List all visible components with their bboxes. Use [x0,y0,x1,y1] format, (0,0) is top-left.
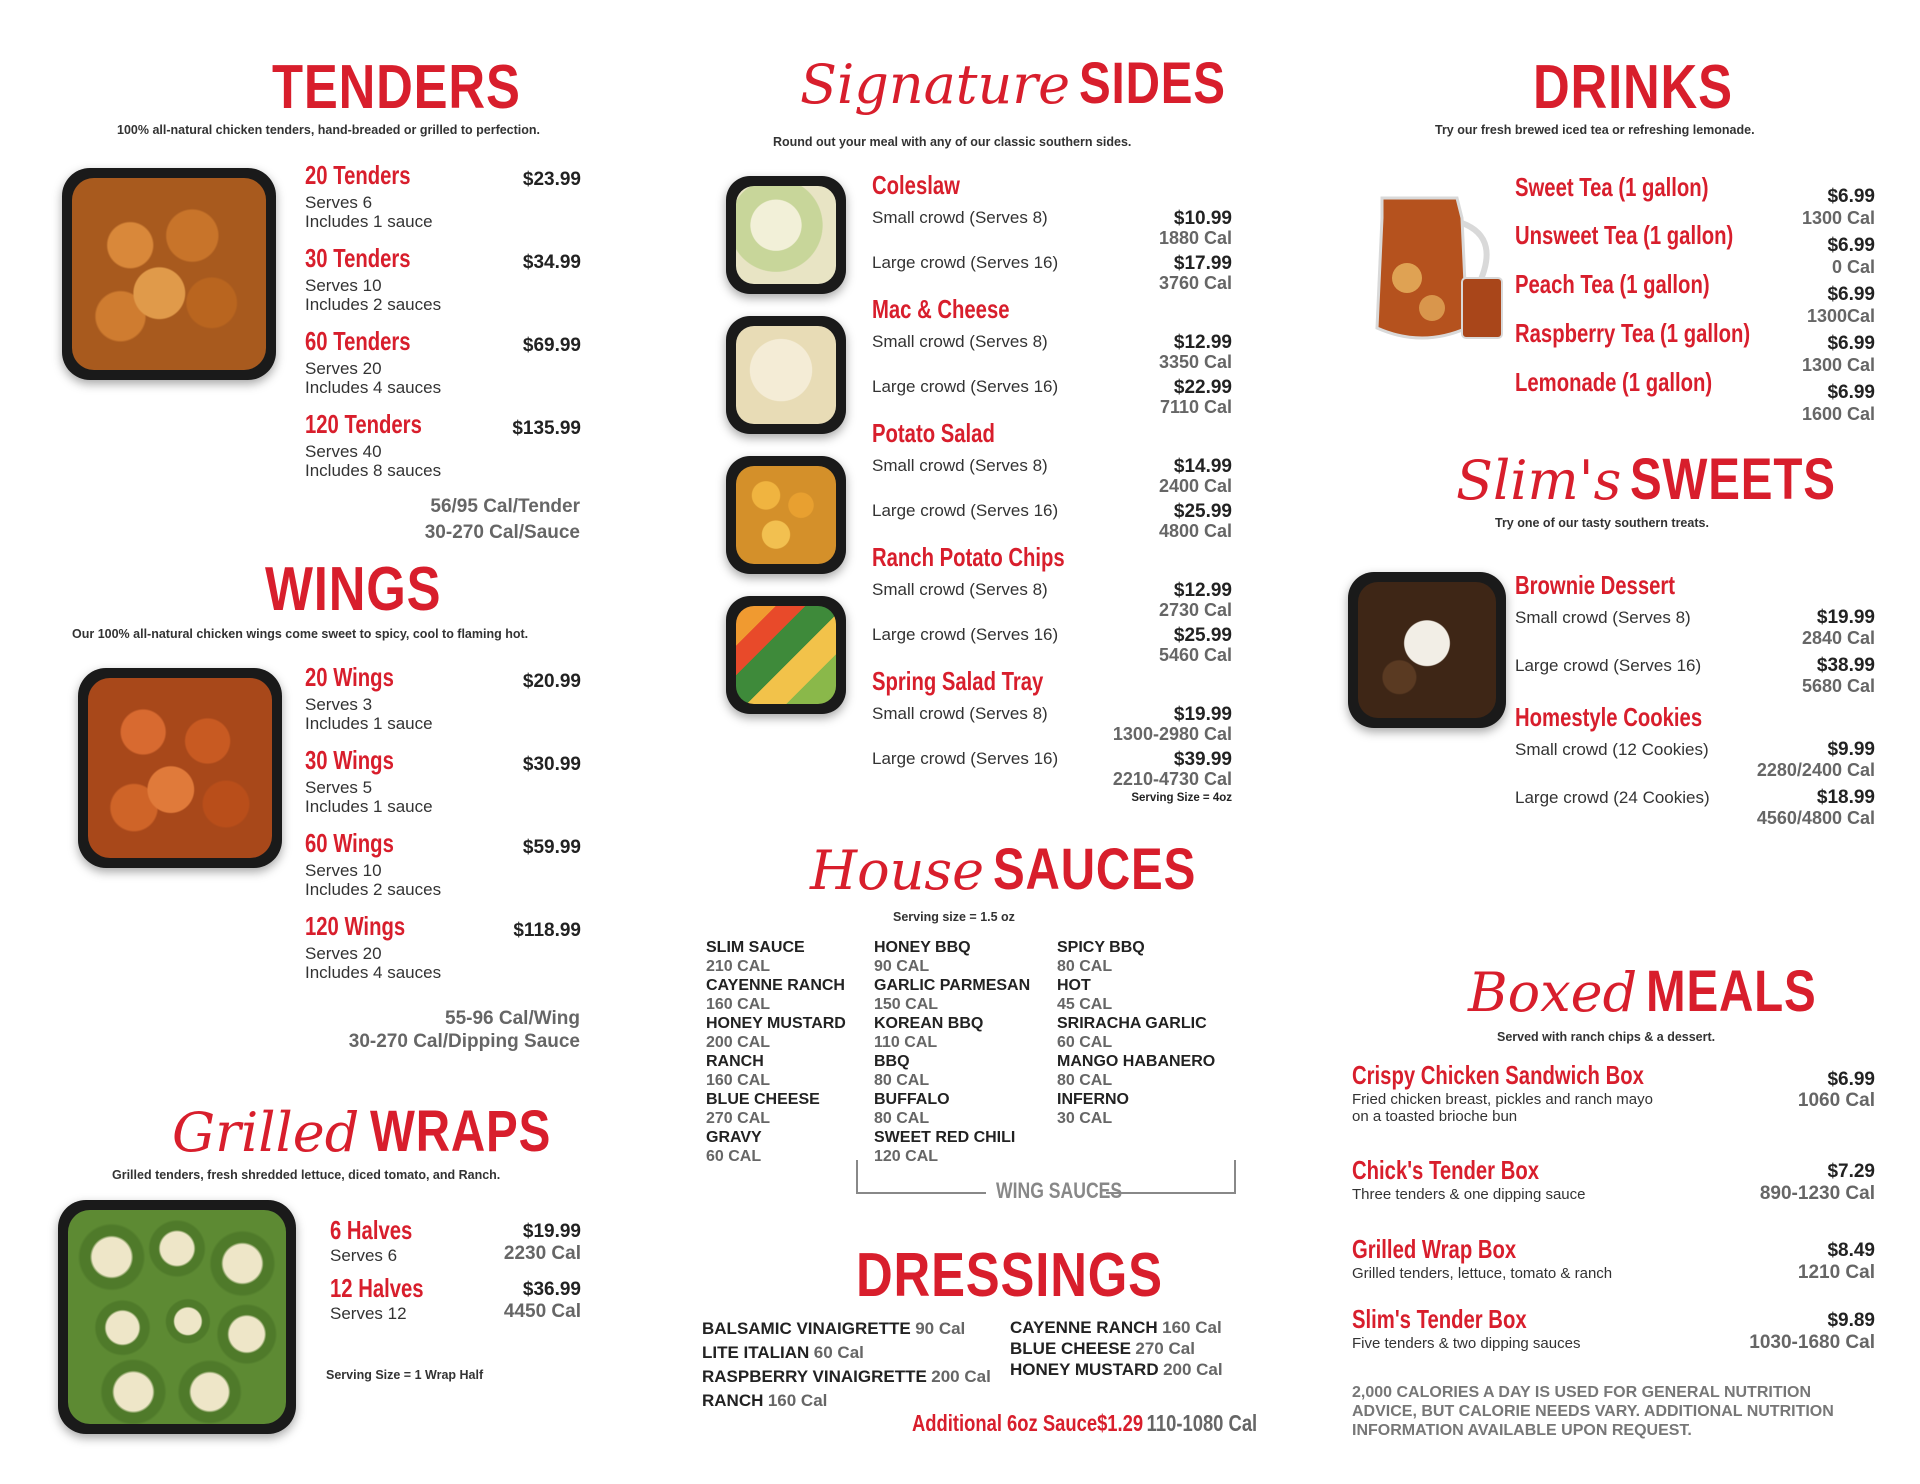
sauce-name: SLIM SAUCE [706,939,805,956]
sweet-item-small: Small crowd (12 Cookies) [1515,740,1709,759]
sweet-item-small-price: $9.99 [1827,739,1875,760]
sauce-name: CAYENNE RANCH [706,977,845,994]
sauce-cal: 160 CAL [706,1072,771,1089]
side-item-small-price: $14.99 [1173,456,1232,477]
wing-item-name: 30 Wings [305,745,394,775]
side-item-name: Ranch Potato Chips [872,542,1065,572]
boxed-item-desc: on a toasted brioche bun [1352,1108,1518,1125]
wrap-item-serves: Serves 12 [330,1304,407,1323]
side-item-small-cal: 1300-2980 Cal [1112,724,1232,744]
sauce-name: BBQ [874,1053,910,1070]
sauce-name: SWEET RED CHILI [874,1129,1016,1146]
wing-item-sauce: Includes 1 sauce [305,797,433,816]
wing-item-serves: Serves 3 [305,695,373,714]
side-item-small-cal: 2400 Cal [1158,476,1232,496]
wing-item-name: 60 Wings [305,828,394,858]
drink-item-name: Peach Tea (1 gallon) [1515,269,1710,299]
side-item-name: Coleslaw [872,170,960,200]
sauces-column-1 [706,938,846,1166]
tender-item-serves: Serves 20 [305,359,382,378]
boxed-title [1468,958,1854,1025]
side-item-large-price: $17.99 [1173,253,1232,274]
wrap-item-name: 6 Halves [330,1215,413,1245]
boxed-item-cal: 890-1230 Cal [1759,1183,1875,1204]
side-item-small-price: $10.99 [1173,208,1232,229]
side-item-name: Potato Salad [872,418,995,448]
sides-title-script: Signature [800,53,1071,116]
side-item-large-price: $25.99 [1173,501,1232,522]
tender-item-sauce: Includes 4 sauces [305,378,442,397]
sauce-cal: 210 CAL [706,958,771,975]
tender-item-name: 20 Tenders [305,160,411,190]
boxed-item-cal: 1060 Cal [1797,1090,1875,1111]
drink-item-name: Sweet Tea (1 gallon) [1515,172,1709,202]
side-item-large-cal: 3760 Cal [1158,273,1232,293]
sweet-item-small-price: $19.99 [1816,607,1875,628]
wings-tray-image [78,668,282,868]
wrap-item-cal: 4450 Cal [503,1301,581,1322]
boxed-item-desc: Grilled tenders, lettuce, tomato & ranch [1352,1265,1613,1282]
drink-item-price: $6.99 [1827,333,1875,354]
sides-title-bold: SIDES [1078,51,1226,116]
dressing-name: RASPBERRY VINAIGRETTE [702,1367,927,1386]
sweet-item-large: Large crowd (Serves 16) [1515,656,1702,675]
tender-item-name: 30 Tenders [305,243,411,273]
dressing-cal: 160 Cal [1162,1318,1222,1337]
boxed-item-price: $6.99 [1827,1069,1875,1090]
tender-item-price: $135.99 [512,418,581,439]
sides-list [872,170,1232,810]
sauces-title-bold: SAUCES [992,837,1196,902]
wings-cal-sauce: 30-270 Cal/Dipping Sauce [348,1031,580,1052]
drink-item-price: $6.99 [1827,235,1875,256]
tender-item-price: $69.99 [522,335,581,356]
wrap-item-cal: 2230 Cal [503,1243,581,1264]
drink-item-cal: 1300 Cal [1801,208,1875,228]
sweet-item-large-price: $18.99 [1816,787,1875,808]
side-item-small: Small crowd (Serves 8) [872,456,1048,475]
nutrition-disclaimer [1352,1383,1834,1440]
sauce-name: GRAVY [706,1129,762,1146]
wings-title: WINGS [265,555,442,624]
additional-sauce-cal: 110-1080 Cal [1146,1410,1258,1436]
side-item-small-price: $12.99 [1173,332,1232,353]
dressing-cal: 270 Cal [1135,1339,1195,1358]
sweets-list [1515,570,1875,830]
sauce-name: GARLIC PARMESAN [874,977,1031,994]
sauces-subtitle: Serving size = 1.5 oz [893,910,1015,924]
sauce-name: RANCH [706,1053,764,1070]
wing-item-sauce: Includes 4 sauces [305,963,442,982]
sauce-cal: 60 CAL [1057,1034,1113,1051]
side-item-large-price: $22.99 [1173,377,1232,398]
drink-item-price: $6.99 [1827,382,1875,403]
sauce-cal: 80 CAL [1057,1072,1113,1089]
drinks-list [1515,172,1875,422]
sauces-column-2 [874,938,1030,1166]
additional-sauce [912,1410,1257,1437]
dressing-name: BLUE CHEESE [1010,1339,1131,1358]
tender-item-price: $23.99 [522,169,581,190]
wrap-item-price: $19.99 [522,1221,581,1242]
wing-item-price: $30.99 [522,754,581,775]
sauce-cal: 150 CAL [874,996,939,1013]
tender-item [305,409,455,480]
wing-item [305,662,433,733]
tender-item-serves: Serves 6 [305,193,373,212]
sauce-name: KOREAN BBQ [874,1015,984,1032]
sweets-subtitle: Try one of our tasty southern treats. [1495,516,1709,530]
tender-item-price: $34.99 [522,252,581,273]
side-item-name: Mac & Cheese [872,294,1010,324]
boxed-item-desc: Three tenders & one dipping sauce [1352,1186,1586,1203]
tender-item-serves: Serves 40 [305,442,382,461]
wraps-title-script: Grilled [172,1101,360,1164]
sweet-item-large-cal: 5680 Cal [1801,676,1875,696]
additional-sauce-label: Additional 6oz Sauce [912,1410,1098,1436]
tender-item [305,326,441,397]
boxed-item-price: $8.49 [1827,1240,1875,1261]
wrap-item [330,1215,436,1265]
wing-item-price: $59.99 [522,837,581,858]
wing-item-serves: Serves 10 [305,861,382,880]
wing-sauces-label: WING SAUCES [996,1178,1123,1203]
side-item-large-cal: 5460 Cal [1158,645,1232,665]
wing-item-price: $20.99 [522,671,581,692]
side-item-small-price: $19.99 [1173,704,1232,725]
wrap-item-name: 12 Halves [330,1273,424,1303]
side-item-large-cal: 2210-4730 Cal [1112,769,1232,789]
wing-item [305,911,441,982]
coleslaw-image [726,176,846,294]
wraps-subtitle: Grilled tenders, fresh shredded lettuce, diced tomato, and Ranch. [112,1168,501,1182]
wing-item-sauce: Includes 2 sauces [305,880,442,899]
dressing-cal: 60 Cal [813,1343,864,1362]
sweets-title-bold: SWEETS [1629,447,1836,512]
sauce-cal: 160 CAL [706,996,771,1013]
dressing-item [702,1318,991,1342]
drink-item-cal: 0 Cal [1831,257,1875,277]
sauces-title [810,836,1240,903]
side-item-large-cal: 7110 Cal [1159,397,1232,417]
drink-item-name: Unsweet Tea (1 gallon) [1515,220,1734,250]
side-item-small-cal: 2730 Cal [1158,600,1232,620]
sauce-cal: 270 CAL [706,1110,771,1127]
dressing-cal: 200 Cal [931,1367,991,1386]
side-item-large: Large crowd (Serves 16) [872,625,1059,644]
sauce-cal: 80 CAL [874,1110,930,1127]
sauce-cal: 45 CAL [1057,996,1113,1013]
tenders-cal-sauce: 30-270 Cal/Sauce [424,522,580,543]
dressing-name: HONEY MUSTARD [1010,1360,1159,1379]
boxed-item-price: $7.29 [1827,1161,1875,1182]
boxed-item-name: Chick's Tender Box [1352,1155,1540,1185]
side-item-small-price: $12.99 [1173,580,1232,601]
wings-subtitle: Our 100% all-natural chicken wings come sweet to spicy, cool to flaming hot. [72,627,529,641]
side-item-large: Large crowd (Serves 16) [872,749,1059,768]
sides-subtitle: Round out your meal with any of our classic southern sides. [773,135,1132,149]
wing-sauces-bracket [856,1160,1236,1203]
side-item-small: Small crowd (Serves 8) [872,704,1048,723]
disclaimer-line: ADVICE, BUT CALORIE NEEDS VARY. ADDITIONAL NUTRITION [1352,1403,1834,1420]
tender-item-name: 60 Tenders [305,326,411,356]
side-item-large-price: $25.99 [1173,625,1232,646]
drink-item-price: $6.99 [1827,284,1875,305]
sauce-cal: 200 CAL [706,1034,771,1051]
drink-item-name: Lemonade (1 gallon) [1515,367,1713,397]
sweet-item-small-cal: 2840 Cal [1801,628,1875,648]
ranch-chips-image [726,596,846,714]
brownie-tray-image [1348,572,1506,728]
sauces-title-script: House [810,839,985,902]
wraps-tray-image [58,1200,296,1434]
tenders-title: TENDERS [272,53,521,122]
tenders-subtitle: 100% all-natural chicken tenders, hand-breaded or grilled to perfection. [117,123,541,137]
boxed-subtitle: Served with ranch chips & a dessert. [1497,1030,1716,1044]
dressing-name: BALSAMIC VINAIGRETTE [702,1319,911,1338]
boxed-item-cal: 1030-1680 Cal [1749,1332,1875,1353]
dressing-item [702,1366,991,1390]
sauce-name: MANGO HABANERO [1057,1053,1216,1070]
additional-sauce-price: $1.29 [1097,1410,1144,1436]
side-item-small: Small crowd (Serves 8) [872,208,1048,227]
drinks-subtitle: Try our fresh brewed iced tea or refreshing lemonade. [1435,123,1755,137]
dressing-name: RANCH [702,1391,764,1410]
boxed-item-name: Grilled Wrap Box [1352,1234,1517,1264]
dressing-name: LITE ITALIAN [702,1343,810,1362]
dressing-cal: 160 Cal [767,1391,828,1410]
boxed-item-desc: Fried chicken breast, pickles and ranch mayo [1352,1091,1653,1108]
dressings-right [1010,1318,1223,1381]
side-item-name: Spring Salad Tray [872,666,1044,696]
wing-item-sauce: Includes 1 sauce [305,714,433,733]
wrap-item-price: $36.99 [522,1279,581,1300]
drink-item-name: Raspberry Tea (1 gallon) [1515,318,1751,348]
sweets-title [1456,446,1881,513]
sweet-item-small: Small crowd (Serves 8) [1515,608,1691,627]
potato-salad-image [726,456,846,574]
wing-item-serves: Serves 20 [305,944,382,963]
dressings-title: DRESSINGS [856,1241,1163,1310]
wing-item [305,745,433,816]
tenders-cal-tender: 56/95 Cal/Tender [430,496,580,517]
side-item-large: Large crowd (Serves 16) [872,501,1059,520]
boxed-item-cal: 1210 Cal [1797,1262,1875,1283]
sweet-item-large-cal: 4560/4800 Cal [1756,808,1875,828]
sweet-item-name: Brownie Dessert [1515,570,1676,600]
wrap-item [330,1273,450,1323]
wing-item-name: 20 Wings [305,662,394,692]
sauce-cal: 80 CAL [1057,958,1113,975]
sauce-cal: 110 CAL [874,1034,938,1051]
wings-cal-wing: 55-96 Cal/Wing [445,1008,580,1029]
boxed-item-desc: Five tenders & two dipping sauces [1352,1335,1581,1352]
sauce-cal: 30 CAL [1057,1110,1113,1127]
wing-item [305,828,441,899]
side-item-large: Large crowd (Serves 16) [872,377,1059,396]
sweet-item-large-price: $38.99 [1816,655,1875,676]
side-item-small-cal: 3350 Cal [1158,352,1232,372]
wing-item-name: 120 Wings [305,911,406,941]
disclaimer-line: 2,000 CALORIES A DAY IS USED FOR GENERAL NUTRITION [1352,1384,1812,1401]
wraps-title-bold: WRAPS [369,1099,551,1164]
dressing-item [1010,1318,1223,1339]
sauce-name: HONEY BBQ [874,939,971,956]
wing-item-price: $118.99 [513,920,581,941]
tender-item [305,243,441,314]
drink-item-cal: 1600 Cal [1801,404,1875,424]
tea-pitcher-image [1362,178,1512,353]
dressings-left [702,1318,991,1414]
boxed-title-bold: MEALS [1645,959,1817,1024]
sauce-cal: 60 CAL [706,1148,762,1165]
dressing-cal: 200 Cal [1163,1360,1223,1379]
sides-serving-size: Serving Size = 4oz [1131,792,1232,804]
drinks-title: DRINKS [1533,53,1733,122]
sauce-name: HONEY MUSTARD [706,1015,846,1032]
side-item-small: Small crowd (Serves 8) [872,580,1048,599]
dressing-cal: 90 Cal [915,1319,966,1338]
wraps-title [172,1098,591,1165]
tender-item-sauce: Includes 8 sauces [305,461,442,480]
tender-item [305,160,440,231]
sauce-name: INFERNO [1057,1091,1129,1108]
tenders-tray-image [62,168,276,380]
drink-item-cal: 1300Cal [1806,306,1875,326]
dressing-item [1010,1360,1223,1381]
wing-item-serves: Serves 5 [305,778,373,797]
sauce-name: SRIRACHA GARLIC [1057,1015,1207,1032]
dressing-item [702,1342,991,1366]
disclaimer-line: INFORMATION AVAILABLE UPON REQUEST. [1352,1422,1692,1439]
dressing-name: CAYENNE RANCH [1010,1318,1158,1337]
sauces-column-3 [1057,938,1215,1128]
sauce-cal: 120 CAL [874,1148,939,1165]
boxed-item-name: Crispy Chicken Sandwich Box [1352,1060,1644,1090]
tender-item-serves: Serves 10 [305,276,382,295]
wraps-serving-size: Serving Size = 1 Wrap Half [326,1368,484,1382]
boxed-item-name: Slim's Tender Box [1352,1304,1527,1334]
side-item-large: Large crowd (Serves 16) [872,253,1059,272]
mac-cheese-image [726,316,846,434]
sauce-name: HOT [1057,977,1091,994]
sweet-item-large: Large crowd (24 Cookies) [1515,788,1710,807]
dressing-item [1010,1339,1223,1360]
tender-item-name: 120 Tenders [305,409,422,439]
sauce-name: BUFFALO [874,1091,950,1108]
sweet-item-name: Homestyle Cookies [1515,702,1703,732]
side-item-small-cal: 1880 Cal [1158,228,1232,248]
sauce-name: SPICY BBQ [1057,939,1145,956]
sauce-cal: 80 CAL [874,1072,930,1089]
sweets-title-script: Slim's [1456,449,1622,512]
sweet-item-small-cal: 2280/2400 Cal [1756,760,1875,780]
side-item-large-cal: 4800 Cal [1158,521,1232,541]
wrap-item-serves: Serves 6 [330,1246,398,1265]
sauce-cal: 90 CAL [874,958,930,975]
tender-item-sauce: Includes 2 sauces [305,295,442,314]
drink-item-price: $6.99 [1827,186,1875,207]
boxed-list [1352,1060,1875,1353]
side-item-large-price: $39.99 [1173,749,1232,770]
side-item-small: Small crowd (Serves 8) [872,332,1048,351]
sauce-name: BLUE CHEESE [706,1091,820,1108]
boxed-title-script: Boxed [1468,961,1638,1024]
boxed-item-price: $9.89 [1827,1310,1875,1331]
drink-item-cal: 1300 Cal [1801,355,1875,375]
tender-item-sauce: Includes 1 sauce [305,212,433,231]
sides-title [800,50,1258,117]
